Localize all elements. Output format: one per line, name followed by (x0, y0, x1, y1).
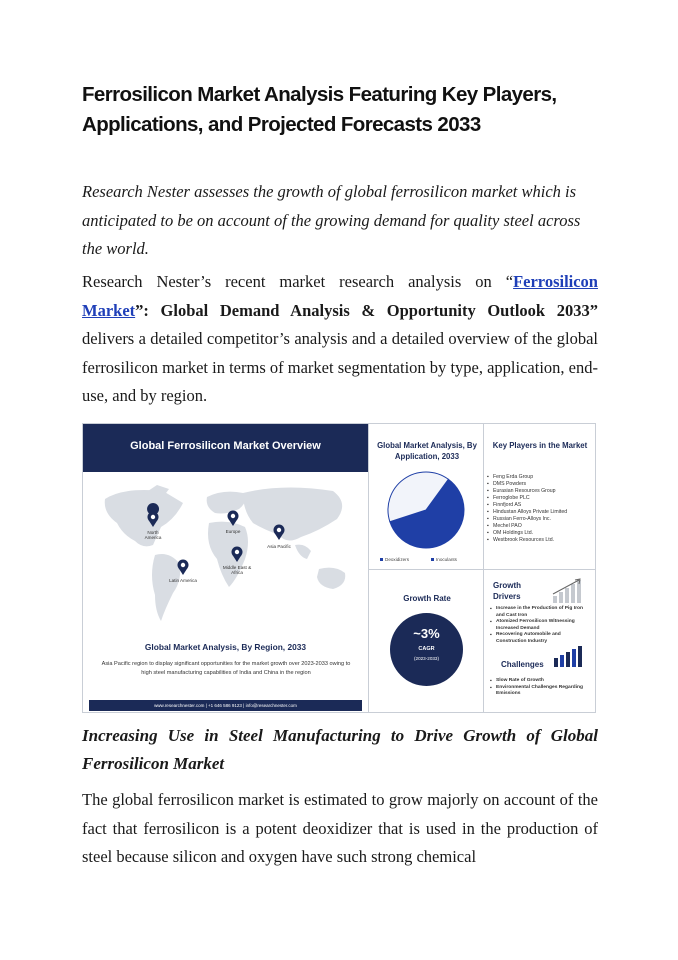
growth-driver-item: ▪ Recovering Automobile and Construction Industry (490, 632, 590, 645)
growth-drivers-title: Growth Drivers (493, 581, 521, 601)
challenges-title: Challenges (501, 660, 544, 669)
challenges-bar-chart-icon (553, 644, 585, 668)
application-chart-title: Global Market Analysis, By Application, 2033 (377, 441, 477, 461)
key-player-item: ▪ Ferroglobe PLC (487, 495, 593, 502)
infographic-footer: www.researchnester.com | +1 646 586 9123 | info@researchnester.com (89, 700, 362, 711)
legend-label-inoculants: Inoculants (436, 557, 457, 562)
key-players-title: Key Players in the Market (492, 441, 588, 450)
legend-swatch-deoxidizers (380, 558, 383, 561)
overview-text-end: delivers a detailed competitor’s analysis and a detailed overview of the global ferrosilicon market in terms of market segmentation by type, application, end-use, and by region. (82, 329, 598, 405)
intro-paragraph: Research Nester assesses the growth of global ferrosilicon market which is anticipated to be on account of the growing demand for quality steel across the world. (82, 182, 581, 258)
legend-label-deoxidizers: Deoxidizers (385, 557, 409, 562)
region-analysis-title: Global Market Analysis, By Region, 2033 (144, 642, 307, 652)
growth-bar-chart-icon (551, 578, 585, 604)
article-title: Ferrosilicon Market Analysis Featuring Key Players, Applications, and Projected Forecasts 2033 (82, 83, 557, 136)
growth-driver-item: ▪ Atomized Ferrosilicon Witnessing Increased Demand (490, 619, 590, 632)
market-overview-infographic (82, 423, 596, 713)
key-player-item: ▪ Eurasian Resources Group (487, 488, 593, 495)
key-player-item: ▪ Mechel PAO (487, 523, 593, 530)
legend-swatch-inoculants (431, 558, 434, 561)
overview-text-start: Research Nester’s recent market research analysis on “ (82, 272, 514, 291)
region-label-latin-america: Latin America (169, 578, 197, 583)
legend-inoculants (431, 557, 457, 562)
cagr-label: CAGR (418, 646, 435, 652)
region-label-asia-pacific: Asia Pacific (267, 544, 291, 549)
challenge-item: ▪ Environmental Challenges Regarding Emissions (490, 685, 590, 698)
ferrosilicon-market-link[interactable]: Ferrosilicon Market (82, 272, 598, 320)
overview-paragraph (82, 268, 598, 411)
world-map (83, 479, 368, 629)
region-label-middle-east-africa: Middle East & Africa (222, 565, 252, 575)
legend-deoxidizers (380, 557, 409, 562)
key-player-item: ▪ Hindustan Alloys Private Limited (487, 509, 593, 516)
region-panel (83, 424, 368, 713)
region-label-europe: Europe (225, 529, 241, 534)
application-pie-chart (384, 468, 468, 552)
growth-driver-item: ▪ Increase in the Production of Pig Iron and Cast Iron (490, 606, 590, 619)
cagr-period: (2023-2033) (413, 656, 440, 661)
report-title-bold: ”: Global Demand Analysis & Opportunity Outlook 2033” (135, 300, 598, 320)
key-player-item: ▪ Feng Erda Group (487, 474, 593, 481)
divider-horizontal (368, 569, 596, 570)
infographic-banner-title: Global Ferrosilicon Market Overview (130, 440, 321, 452)
challenge-item: ▪ Slow Rate of Growth (490, 678, 590, 685)
section-heading: Increasing Use in Steel Manufacturing to Drive Growth of Global Ferrosilicon Market (82, 726, 598, 773)
region-label-north-america: North America (144, 530, 162, 540)
growth-rate-title: Growth Rate (403, 594, 451, 603)
growth-drivers-list (490, 606, 590, 646)
section-paragraph: The global ferrosilicon market is estimated to grow majorly on account of the fact that ferrosilicon is a potent deoxidizer that is used in the production of steel because silicon and oxygen have such strong chemical (82, 790, 598, 866)
cagr-value: ~3% (413, 626, 440, 641)
key-player-item: ▪ Finnfjord AS (487, 502, 593, 509)
cagr-badge (390, 613, 463, 686)
infographic-banner (83, 424, 368, 472)
challenges-list (490, 678, 590, 698)
key-player-item: ▪ Westbrook Resources Ltd. (487, 537, 593, 544)
key-player-item: ▪ DMS Powders (487, 481, 593, 488)
key-player-item: ▪ Russian Ferro-Alloys Inc. (487, 516, 593, 523)
region-analysis-text: Asia Pacific region to display significant opportunities for the market growth over 2023-2033 owing to high steel manufacturing capabilities of India and China in the region (101, 661, 351, 676)
key-players-list (487, 474, 593, 544)
key-player-item: ▪ OM Holdings Ltd. (487, 530, 593, 537)
